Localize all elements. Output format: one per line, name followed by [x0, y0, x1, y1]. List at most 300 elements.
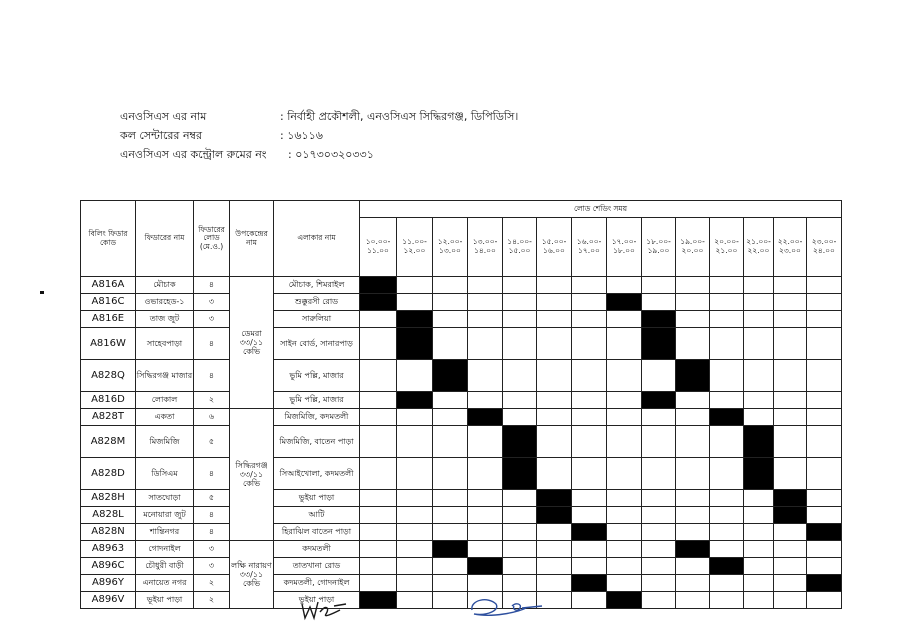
shedding-slot-active	[503, 426, 537, 458]
shedding-slot-active	[572, 575, 607, 592]
shedding-slot	[774, 360, 807, 392]
shedding-slot	[607, 392, 642, 409]
shedding-slot	[642, 294, 676, 311]
shedding-slot	[360, 541, 397, 558]
feeder-name: ডিসিএম	[136, 458, 194, 490]
substation-line: ৩৩/১১	[239, 469, 264, 479]
shedding-slot	[807, 426, 842, 458]
shedding-slot	[744, 507, 774, 524]
feeder-code: A828H	[81, 490, 136, 507]
shedding-slot	[607, 490, 642, 507]
shedding-slot	[774, 575, 807, 592]
area-name: হিরাঝিল বাতেন পাড়া	[274, 524, 360, 541]
feeder-code: A828L	[81, 507, 136, 524]
shedding-slot-active	[503, 458, 537, 490]
time-slot-end: ২৩.০০	[779, 246, 801, 255]
shedding-slot	[537, 328, 572, 360]
feeder-code: A896V	[81, 592, 136, 609]
shedding-slot-active	[468, 558, 503, 575]
substation-line: সিদ্ধিরগঞ্জ	[235, 460, 268, 470]
time-slot-start: ২২.০০-	[777, 237, 803, 247]
shedding-slot	[537, 541, 572, 558]
shedding-slot	[572, 392, 607, 409]
shedding-slot-active	[433, 541, 468, 558]
feeder-load: ৪	[194, 458, 230, 490]
time-slot-end: ১২.০০	[403, 246, 426, 255]
time-slot-header	[503, 218, 537, 277]
shedding-slot	[710, 360, 744, 392]
shedding-slot	[807, 311, 842, 328]
time-slot-start: ১০.০০-	[365, 237, 391, 247]
feeder-name: লোকাল	[136, 392, 194, 409]
time-slot-header	[676, 218, 710, 277]
shedding-slot	[710, 541, 744, 558]
shedding-slot	[676, 524, 710, 541]
shedding-slot	[537, 409, 572, 426]
office-label: এনওসিএস এর নাম	[120, 110, 207, 123]
shedding-slot	[537, 392, 572, 409]
shedding-slot	[537, 294, 572, 311]
margin-mark	[40, 291, 44, 294]
shedding-slot	[676, 558, 710, 575]
feeder-code: A896C	[81, 558, 136, 575]
shedding-slot	[642, 592, 676, 609]
shedding-slot-active	[710, 558, 744, 575]
shedding-slot	[607, 409, 642, 426]
substation-line: ৩৩/১১	[239, 337, 264, 347]
shedding-slot	[642, 541, 676, 558]
shedding-slot	[642, 507, 676, 524]
shedding-slot	[710, 507, 744, 524]
shedding-slot-active	[397, 311, 433, 328]
table-row	[81, 592, 842, 609]
area-name: শুক্কুরসী রোড	[274, 294, 360, 311]
shedding-slot	[537, 558, 572, 575]
area-name: মিজমিজি, কদমতলী	[274, 409, 360, 426]
table-row	[81, 409, 842, 426]
feeder-name: ওভারহেড-১	[136, 294, 194, 311]
shedding-slot	[607, 426, 642, 458]
shedding-slot	[503, 277, 537, 294]
shedding-slot-active	[642, 392, 676, 409]
shedding-slot	[676, 507, 710, 524]
shedding-slot-active	[744, 458, 774, 490]
shedding-slot	[807, 277, 842, 294]
feeder-code: A896Y	[81, 575, 136, 592]
time-slot-header	[433, 218, 468, 277]
area-name: সিআইখোলা, কদমতলী	[274, 458, 360, 490]
feeder-code: A816E	[81, 311, 136, 328]
shedding-slot	[433, 277, 468, 294]
feeder-name: চৌধুরী বাড়ী	[136, 558, 194, 575]
shedding-slot	[607, 328, 642, 360]
feeder-load: ৬	[194, 409, 230, 426]
time-slot-header	[807, 218, 842, 277]
col-header-feeder-load: ফিডারের লোড (মে.ও.)	[194, 201, 230, 277]
shedding-slot-active	[774, 507, 807, 524]
time-slot-start: ১৬.০০-	[576, 237, 602, 247]
feeder-load: ২	[194, 575, 230, 592]
shedding-slot	[572, 277, 607, 294]
time-slot-header	[607, 218, 642, 277]
shedding-slot	[607, 277, 642, 294]
shedding-slot	[397, 277, 433, 294]
feeder-load: ৪	[194, 507, 230, 524]
shedding-slot	[607, 458, 642, 490]
area-name: কদমতলী, গোদনাইল	[274, 575, 360, 592]
shedding-slot	[397, 426, 433, 458]
shedding-slot	[572, 360, 607, 392]
feeder-name: একতা	[136, 409, 194, 426]
shedding-slot	[360, 575, 397, 592]
table-row	[81, 311, 842, 328]
shedding-slot	[468, 541, 503, 558]
feeder-name: সাহেবপাড়া	[136, 328, 194, 360]
shedding-slot-active	[360, 277, 397, 294]
substation-name	[230, 277, 274, 409]
shedding-slot	[744, 524, 774, 541]
shedding-slot	[433, 328, 468, 360]
feeder-code: A828D	[81, 458, 136, 490]
shedding-slot	[744, 277, 774, 294]
time-slot-start: ১৪.০০-	[507, 237, 532, 247]
shedding-slot	[433, 294, 468, 311]
shedding-slot	[397, 592, 433, 609]
shedding-slot-active	[607, 592, 642, 609]
area-name: ভুমি পল্লি, মাজার	[274, 392, 360, 409]
shedding-slot	[468, 311, 503, 328]
time-slot-start: ১৩.০০-	[472, 237, 498, 247]
shedding-slot-active	[360, 294, 397, 311]
table-row	[81, 507, 842, 524]
shedding-slot	[676, 409, 710, 426]
feeder-name: শান্তিনগর	[136, 524, 194, 541]
time-slot-end: ২২.০০	[747, 246, 770, 255]
shedding-slot	[468, 507, 503, 524]
time-slot-start: ১৫.০০-	[541, 237, 567, 247]
call-center-value: : ১৬১১৬	[280, 129, 323, 142]
feeder-name: তাজ জুট	[136, 311, 194, 328]
shedding-slot	[397, 524, 433, 541]
shedding-slot	[397, 558, 433, 575]
shedding-slot	[572, 294, 607, 311]
shedding-slot-active	[774, 490, 807, 507]
shedding-slot	[774, 294, 807, 311]
shedding-slot-active	[537, 507, 572, 524]
shedding-slot	[744, 575, 774, 592]
shedding-slot	[433, 507, 468, 524]
feeder-code: A828Q	[81, 360, 136, 392]
shedding-slot	[710, 277, 744, 294]
shedding-slot	[503, 507, 537, 524]
shedding-slot	[642, 458, 676, 490]
shedding-slot	[433, 524, 468, 541]
shedding-slot	[503, 558, 537, 575]
shedding-slot	[468, 294, 503, 311]
time-slot-end: ২৪.০০	[813, 246, 835, 255]
shedding-slot	[468, 328, 503, 360]
time-slot-header	[744, 218, 774, 277]
time-slot-end: ১৩.০০	[439, 246, 461, 255]
shedding-slot	[774, 277, 807, 294]
shedding-slot	[774, 392, 807, 409]
shedding-slot	[807, 541, 842, 558]
feeder-code: A816A	[81, 277, 136, 294]
shedding-slot	[744, 328, 774, 360]
time-slot-start: ১২.০০-	[437, 237, 463, 247]
shedding-slot	[642, 409, 676, 426]
time-slot-end: ১৭.০০	[578, 246, 600, 255]
shedding-slot	[774, 524, 807, 541]
feeder-load: ৩	[194, 541, 230, 558]
shedding-slot	[503, 392, 537, 409]
shedding-slot	[468, 392, 503, 409]
shedding-slot	[774, 541, 807, 558]
shedding-slot	[572, 409, 607, 426]
shedding-slot	[537, 360, 572, 392]
shedding-slot	[642, 426, 676, 458]
shedding-slot	[607, 575, 642, 592]
shedding-slot	[807, 490, 842, 507]
shedding-slot	[744, 294, 774, 311]
time-slot-header	[468, 218, 503, 277]
table-row	[81, 575, 842, 592]
shedding-slot-active	[607, 294, 642, 311]
shedding-slot	[607, 524, 642, 541]
shedding-slot	[360, 360, 397, 392]
shedding-slot	[642, 277, 676, 294]
shedding-slot	[360, 328, 397, 360]
feeder-code: A828N	[81, 524, 136, 541]
shedding-slot	[807, 294, 842, 311]
time-slot-start: ১১.০০-	[402, 237, 427, 247]
shedding-slot-active	[807, 524, 842, 541]
shedding-slot-active	[397, 328, 433, 360]
shedding-slot	[503, 541, 537, 558]
area-name: কদমতলী	[274, 541, 360, 558]
shedding-slot	[807, 328, 842, 360]
shedding-slot	[468, 524, 503, 541]
signature-1	[296, 590, 360, 624]
time-slot-end: ১৯.০০	[647, 246, 670, 255]
table-row	[81, 392, 842, 409]
table-row	[81, 426, 842, 458]
shedding-slot	[642, 360, 676, 392]
table-row	[81, 360, 842, 392]
time-slot-header	[537, 218, 572, 277]
area-name: ভুইয়া পাড়া	[274, 490, 360, 507]
shedding-slot	[744, 392, 774, 409]
time-slot-header	[642, 218, 676, 277]
area-name: মিজমিজি, বাতেন পাড়া	[274, 426, 360, 458]
shedding-slot	[642, 490, 676, 507]
feeder-code: A8963	[81, 541, 136, 558]
area-name: মৌচাক, শিমরাইল	[274, 277, 360, 294]
shedding-slot	[503, 294, 537, 311]
time-slot-header	[360, 218, 397, 277]
shedding-slot-active	[537, 490, 572, 507]
time-slot-end: ১১.০০	[367, 246, 389, 255]
shedding-slot	[468, 490, 503, 507]
shedding-slot	[537, 458, 572, 490]
substation-name	[230, 541, 274, 609]
shedding-slot-active	[642, 328, 676, 360]
feeder-name: মৌচাক	[136, 277, 194, 294]
substation-line: ডেমরা	[241, 328, 262, 338]
time-slot-end: ১৮.০০	[613, 246, 635, 255]
shedding-slot	[607, 507, 642, 524]
shedding-slot	[572, 507, 607, 524]
shedding-slot	[572, 490, 607, 507]
shedding-slot	[360, 458, 397, 490]
shedding-slot	[774, 409, 807, 426]
time-slot-header	[397, 218, 433, 277]
time-slot-start: ১৯.০০-	[680, 237, 705, 247]
area-name: ভুমি পল্লি, মাজার	[274, 360, 360, 392]
shedding-slot-active	[360, 592, 397, 609]
shedding-slot	[433, 558, 468, 575]
col-header-schedule: লোড শেডিং সময়	[360, 201, 842, 218]
shedding-slot	[642, 558, 676, 575]
feeder-code: A816D	[81, 392, 136, 409]
time-slot-start: ২৩.০০-	[811, 237, 837, 247]
feeder-code: A828M	[81, 426, 136, 458]
substation-line: কেভি	[242, 347, 261, 357]
shedding-slot	[433, 458, 468, 490]
shedding-slot	[572, 558, 607, 575]
substation-line: কেভি	[242, 479, 261, 489]
shedding-slot	[642, 524, 676, 541]
shedding-slot-active	[676, 360, 710, 392]
shedding-slot	[360, 409, 397, 426]
shedding-slot-active	[397, 392, 433, 409]
feeder-load: ২	[194, 592, 230, 609]
time-slot-end: ১৪.০০	[474, 246, 496, 255]
shedding-slot	[710, 311, 744, 328]
feeder-code: A816W	[81, 328, 136, 360]
feeder-load: ৪	[194, 360, 230, 392]
col-header-substation: উপকেন্দ্রের নাম	[230, 201, 274, 277]
shedding-slot	[397, 409, 433, 426]
shedding-slot-active	[433, 360, 468, 392]
shedding-slot	[468, 426, 503, 458]
shedding-slot	[676, 328, 710, 360]
shedding-slot	[360, 426, 397, 458]
shedding-slot	[807, 507, 842, 524]
shedding-slot	[397, 360, 433, 392]
area-name: তাতখানা রোড	[274, 558, 360, 575]
table-row	[81, 490, 842, 507]
shedding-slot	[774, 558, 807, 575]
shedding-slot	[744, 311, 774, 328]
shedding-slot	[710, 294, 744, 311]
feeder-load: ৩	[194, 294, 230, 311]
shedding-slot	[807, 392, 842, 409]
shedding-slot	[503, 311, 537, 328]
shedding-slot	[744, 360, 774, 392]
shedding-slot	[710, 328, 744, 360]
shedding-slot	[433, 311, 468, 328]
shedding-slot	[744, 490, 774, 507]
feeder-name: সাতঘোড়া	[136, 490, 194, 507]
table-row	[81, 541, 842, 558]
shedding-slot	[710, 458, 744, 490]
call-center-label: কল সেন্টারের নম্বর	[120, 129, 203, 142]
shedding-slot	[744, 409, 774, 426]
table-row	[81, 558, 842, 575]
shedding-slot	[503, 409, 537, 426]
time-slot-end: ১৫.০০	[508, 246, 531, 255]
shedding-slot	[433, 490, 468, 507]
shedding-slot	[774, 458, 807, 490]
shedding-slot	[744, 592, 774, 609]
substation-line: কেভি	[242, 579, 261, 589]
shedding-slot	[360, 558, 397, 575]
time-slot-end: ১৬.০০	[543, 246, 565, 255]
shedding-slot	[744, 541, 774, 558]
time-slot-start: ১৭.০০-	[611, 237, 637, 247]
shedding-slot	[676, 426, 710, 458]
time-slot-start: ২১.০০-	[746, 237, 771, 247]
shedding-slot	[807, 592, 842, 609]
shedding-slot	[710, 490, 744, 507]
table-row	[81, 277, 842, 294]
shedding-slot	[537, 311, 572, 328]
time-slot-header	[710, 218, 744, 277]
feeder-name: ভূইয়া পাড়া	[136, 592, 194, 609]
shedding-slot	[807, 360, 842, 392]
shedding-slot	[676, 458, 710, 490]
shedding-slot	[710, 426, 744, 458]
substation-line: ৩৩/১১	[239, 569, 264, 579]
shedding-slot	[468, 277, 503, 294]
shedding-slot-active	[744, 426, 774, 458]
shedding-slot	[774, 311, 807, 328]
feeder-name: গোদনাইল	[136, 541, 194, 558]
table-row	[81, 524, 842, 541]
feeder-code: A828T	[81, 409, 136, 426]
shedding-slot	[433, 426, 468, 458]
feeder-load: ৪	[194, 524, 230, 541]
control-room-label: এনওসিএস এর কন্ট্রোল রুমের নং	[120, 148, 267, 161]
shedding-slot	[468, 458, 503, 490]
shedding-slot-active	[572, 524, 607, 541]
shedding-slot	[607, 360, 642, 392]
shedding-slot	[572, 592, 607, 609]
shedding-slot	[710, 575, 744, 592]
shedding-slot	[397, 490, 433, 507]
time-slot-header	[572, 218, 607, 277]
shedding-slot	[607, 311, 642, 328]
shedding-slot	[537, 277, 572, 294]
shedding-slot	[676, 592, 710, 609]
shedding-slot	[537, 426, 572, 458]
feeder-load: ৪	[194, 328, 230, 360]
shedding-slot	[397, 294, 433, 311]
shedding-slot	[607, 558, 642, 575]
shedding-slot	[468, 360, 503, 392]
table-row	[81, 458, 842, 490]
feeder-name: এনায়েত নগর	[136, 575, 194, 592]
feeder-name: সিদ্ধিরগঞ্জ মাজার	[136, 360, 194, 392]
shedding-slot	[710, 392, 744, 409]
shedding-slot-active	[468, 409, 503, 426]
shedding-slot	[397, 458, 433, 490]
shedding-slot	[503, 360, 537, 392]
shedding-slot	[503, 490, 537, 507]
shedding-slot-active	[710, 409, 744, 426]
time-slot-start: ২০.০০-	[714, 237, 739, 247]
